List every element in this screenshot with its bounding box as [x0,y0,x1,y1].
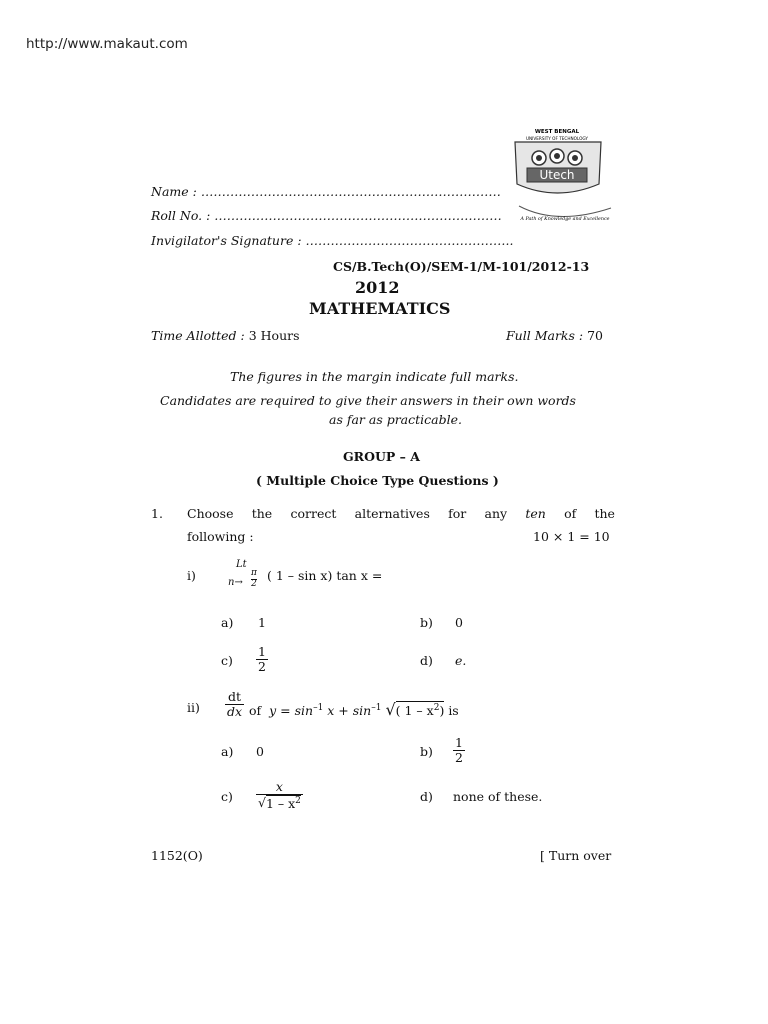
fraction-numerator: 1 [455,735,463,750]
limit-fraction [251,569,257,590]
of-text: of [249,703,262,718]
subq-i-label: i) [187,568,196,583]
question-number: 1. [151,506,163,521]
q1-word: alternatives [354,506,430,521]
logo-motto: A Path of Knowledge and Excellence [520,217,610,222]
root-close: ) [439,703,445,718]
q1-word: ten [525,506,546,521]
option-value: 0 [256,744,264,759]
root-denominator [266,795,301,811]
q1-word: any [484,506,508,521]
question-marks: 10 × 1 = 10 [533,529,610,544]
instruction-2: Candidates are required to give their answers in their own words [160,393,576,408]
fraction-denominator: 2 [258,659,266,675]
limit-var: n→ [228,577,243,588]
option-value: 0 [455,615,463,630]
name-label: Name : [151,184,201,199]
fraction-denominator: 2 [455,750,463,766]
option-label: d) [420,789,433,804]
eq-part-a: y = sin [269,703,314,718]
logo-brand: Utech [539,168,575,182]
option-label: a) [221,744,234,759]
option-label: b) [420,615,433,630]
time-allotted [151,328,300,343]
option-label: b) [420,744,433,759]
option-fraction [256,780,303,811]
fraction-numerator: 1 [258,644,266,659]
time-label: Time Allotted : [151,328,249,343]
source-url: http://www.makaut.com [26,36,188,52]
option-label: c) [221,653,233,668]
derivative-fraction [225,690,244,720]
roll-label: Roll No. : [151,208,215,223]
sqrt-icon: √ [258,795,266,811]
root-text: ( 1 – x [395,703,434,718]
q1-word: for [448,506,467,521]
full-marks [506,328,603,343]
name-field [151,184,501,199]
question-text-line2: following : [187,529,254,544]
marks-value: 70 [587,328,603,343]
q1-word: the [251,506,273,521]
root-content [396,701,445,718]
instruction-1: The figures in the margin indicate full marks. [230,369,519,384]
exp-b: –1 [371,702,382,713]
logo-sub-text: UNIVERSITY OF TECHNOLOGY [525,136,589,141]
option-value: none of these. [453,789,543,804]
option-label: a) [221,615,234,630]
limit-pi: π [251,568,257,578]
option-fraction [256,645,268,675]
instruction-3: as far as practicable. [329,412,462,427]
option-label: d) [420,653,433,668]
turn-over-text: [ Turn over [540,848,612,863]
university-logo [505,122,625,234]
option-fraction [453,736,465,766]
fraction-numerator: x [256,780,303,795]
paper-footer-code: 1152(O) [151,848,203,863]
exam-year: 2012 [355,278,400,297]
q1-word: correct [290,506,337,521]
group-title: GROUP – A [343,449,420,464]
subq-ii-label: ii) [187,700,200,715]
signature-field [151,233,513,248]
exam-subject: MATHEMATICS [309,299,451,318]
derivative-den: dx [227,704,243,720]
roll-dots: …………………………………………………………… [214,208,502,223]
root-den-exp: 2 [295,795,301,806]
signature-dots: ………………………………………….. [305,233,514,248]
option-label: c) [221,789,233,804]
paper-code: CS/B.Tech(O)/SEM-1/M-101/2012-13 [333,259,590,274]
eq-part-b: x + sin [327,703,372,718]
sqrt-icon: √ [385,700,396,719]
subq-i-expression: ( 1 – sin x) tan x = [267,568,383,583]
roll-field [151,208,502,223]
root-exp: 2 [433,702,440,713]
signature-label: Invigilator's Signature : [151,233,306,248]
derivative-num: dt [225,690,244,705]
marks-label: Full Marks : [506,328,588,343]
q1-word: the [594,506,615,521]
option-value: 1 [258,615,266,630]
logo-top-text: WEST BENGAL [534,129,580,135]
name-dots: ……………………………………………………………… [200,184,501,199]
q1-word: of [564,506,577,521]
time-value: 3 Hours [248,328,300,343]
fraction-denominator [256,795,303,811]
limit-two: 2 [251,578,257,589]
group-subtitle: ( Multiple Choice Type Questions ) [256,473,499,488]
exp-a: –1 [313,702,324,713]
is-text: is [448,703,459,718]
subq-ii-expression [249,700,459,719]
limit-lt: Lt [236,559,247,570]
q1-word: Choose [187,506,234,521]
root-den-text: 1 – x [265,795,296,811]
utech-emblem-icon [505,122,625,234]
question-text-line1 [187,506,615,521]
option-value: e. [455,653,467,668]
